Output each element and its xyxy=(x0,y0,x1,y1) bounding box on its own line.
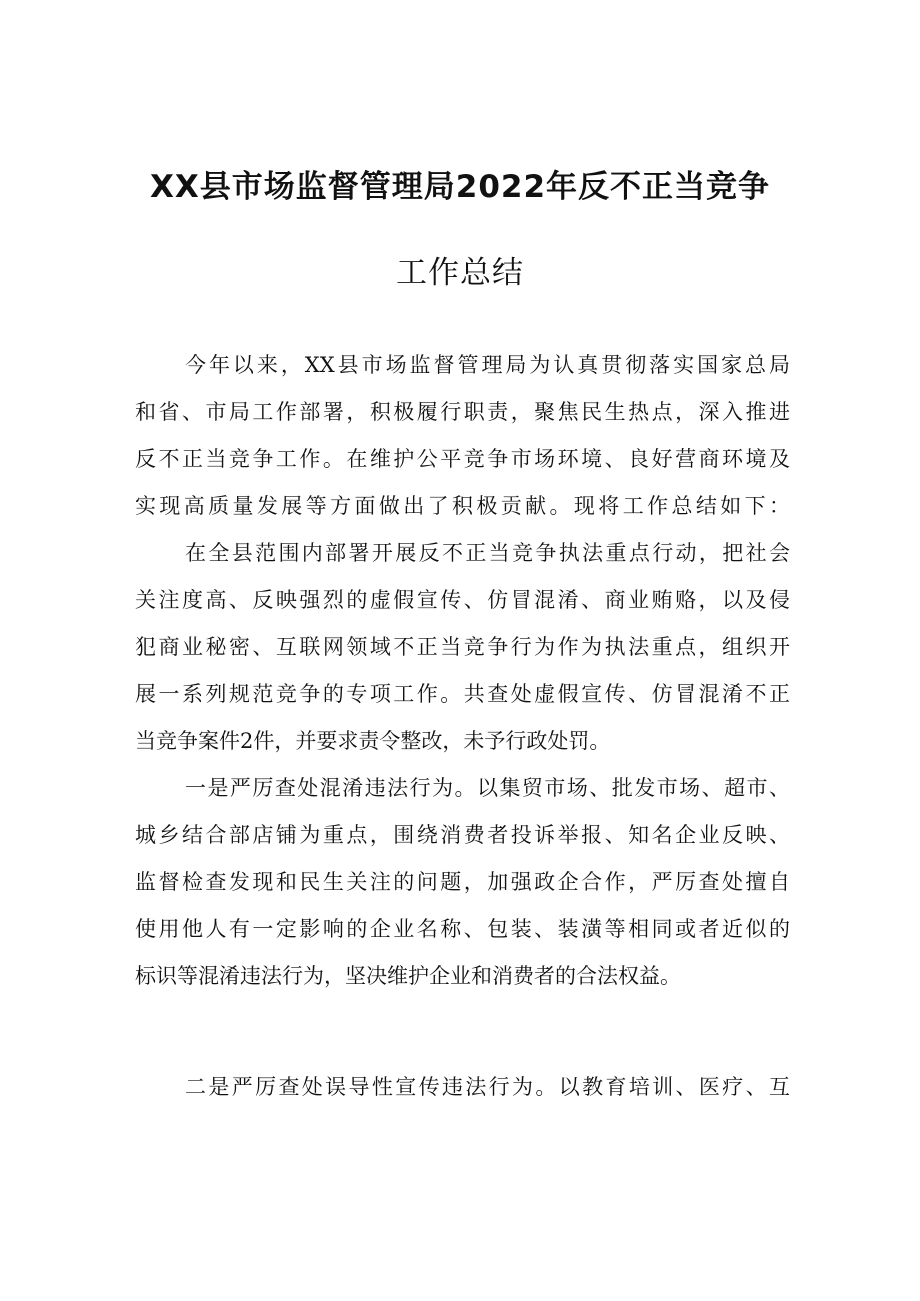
text-line: 当竞争案件2件，并要求责令整改，未予行政处罚。 xyxy=(135,729,611,753)
text-line: 关注度高、反映强烈的虚假宣传、仿冒混淆、商业贿赂，以及侵 xyxy=(135,588,790,612)
text-line: 城乡结合部店铺为重点，围绕消费者投诉举报、知名企业反映、 xyxy=(135,823,790,847)
text-line: 监督检查发现和民生关注的问题，加强政企合作，严厉查处擅自 xyxy=(135,870,790,894)
document-title-line-1: XX县市场监督管理局2022年反不正当竞争 xyxy=(149,169,771,205)
text-line: 和省、市局工作部署，积极履行职责，聚焦民生热点，深入推进 xyxy=(135,400,790,424)
text-line: 犯商业秘密、互联网领域不正当竞争行为作为执法重点，组织开 xyxy=(135,635,790,659)
text-line: 今年以来，XX县市场监督管理局为认真贯彻落实国家总局 xyxy=(185,353,790,377)
document-title-line-2: 工作总结 xyxy=(396,255,524,291)
text-line: 标识等混淆违法行为，坚决维护企业和消费者的合法权益。 xyxy=(135,964,681,988)
text-line: 展一系列规范竞争的专项工作。共查处虚假宣传、仿冒混淆不正 xyxy=(135,682,790,706)
text-line: 实现高质量发展等方面做出了积极贡献。现将工作总结如下： xyxy=(135,494,790,518)
text-line: 一是严厉查处混淆违法行为。以集贸市场、批发市场、超市、 xyxy=(185,776,790,800)
text-line: 使用他人有一定影响的企业名称、包装、装潢等相同或者近似的 xyxy=(135,917,790,941)
text-line: 二是严厉查处误导性宣传违法行为。以教育培训、医疗、互 xyxy=(185,1075,790,1099)
text-line: 反不正当竞争工作。在维护公平竞争市场环境、良好营商环境及 xyxy=(135,447,790,471)
text-line: 在全县范围内部署开展反不正当竞争执法重点行动，把社会 xyxy=(185,541,790,565)
